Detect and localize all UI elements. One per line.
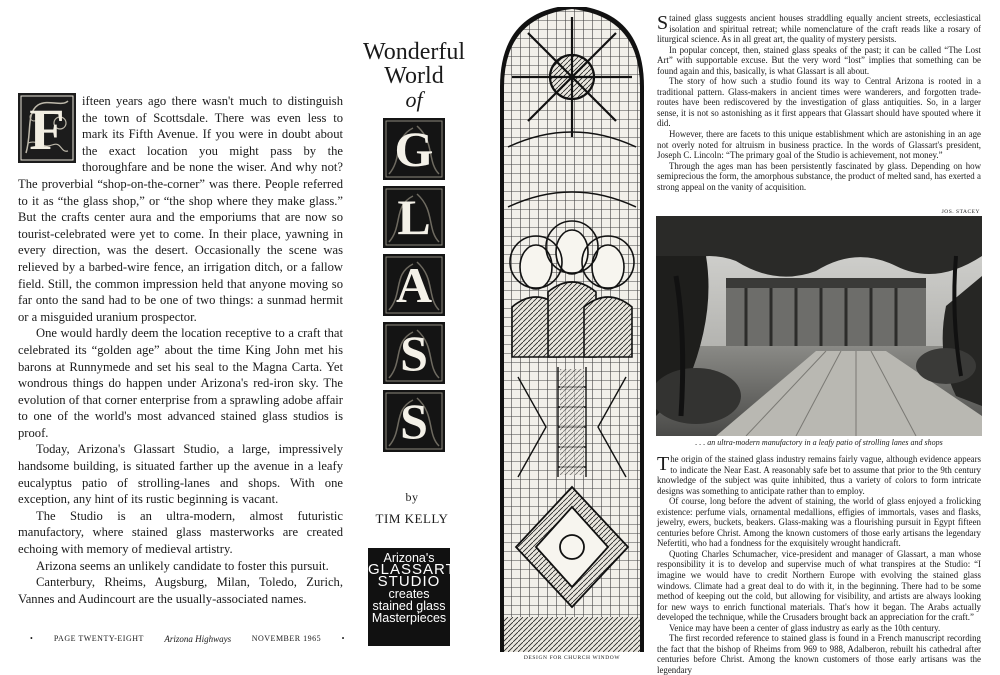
window-caption: DESIGN FOR CHURCH WINDOW [523, 655, 621, 661]
title-letter: L [397, 189, 431, 245]
right-paragraph: Through the ages man has been persistently fascinated by glass. Depending on how semiprecious the form, the amorphous substance, the product of melted sand, has exerted a strong appeal on the vanity of acquisition. [657, 160, 981, 192]
promo-line: Arizona's [383, 551, 435, 565]
right-paragraph: In popular concept, then, stained glass speaks of the past; it can be called “The Lost Art” with supportable excuse. But the very word “lost” implies that something can be found again and this, basically, is what Glassart is all about. [657, 44, 981, 76]
footer-date: NOVEMBER 1965 [251, 634, 322, 643]
promo-line: GLASSART [368, 561, 456, 578]
photo-caption: . . . an ultra-modern manufactory in a leafy patio of strolling lanes and shops [695, 438, 943, 447]
promo-line: Masterpieces [371, 611, 447, 625]
title-letter: A [395, 257, 433, 313]
title-column [356, 40, 472, 452]
title-letter: S [400, 393, 428, 449]
ornamental-dropcap-icon [18, 93, 76, 163]
right-article-bottom [657, 454, 981, 675]
right-article-top [657, 13, 981, 192]
title-line-1: Wonderful [362, 39, 466, 65]
photo-credit: JOS. STACEY [941, 209, 980, 215]
footer-page-number: PAGE TWENTY-EIGHT [53, 634, 144, 643]
byline-by: by [405, 490, 419, 504]
promo-line: creates [388, 587, 430, 601]
title-letter: S [400, 325, 428, 381]
title-letter-tile [383, 254, 445, 316]
promo-line: STUDIO [377, 573, 441, 590]
page-footer [30, 634, 345, 644]
left-paragraph-1: F ifteen years ago there wasn't much to distinguish the town of Scottsdale. There was even less to mark its Fifth Avenue. If you were in doubt about the exact location you might pass by the thoroughfare and be none the wiser. And why not? The proverbial “shop-on-the-corner” was there. People referred to it as “the glass shop,” or “the shop where they make glass.” But the crafts center aura and the emporiums that are now so tourist-celebrated were yet to come. In their place, yawning in every direction, was the desert. Occasionally the scene was relieved by a barbed-wire fence, an irrigation ditch, or a fallow field. Still, the common impression held that anyone moving so far onto the sand had to be one of two things: a sunmad hermit or a misguided uranium prospector. [18, 94, 343, 324]
right-paragraph: Venice may have been a center of glass industry as early as the 10th century. [669, 622, 941, 633]
left-paragraph-4: The Studio is an ultra-modern, almost futuristic manufactory, where stained glass masterworks are created echoing with memory of medieval artistry. [18, 508, 343, 557]
right-paragraph: Quoting Charles Schumacher, vice-president and manager of Glassart, a man whose responsibility it is to develop and supervise much of what transpires at the Studio: “I imagine we would have to credit Northern Europe with evolving the stained glass windows. Climate had a great deal to do with it, in the beginning. There had to be some method of keeping out the cold, but allowing for visibility, and artists are always looking for new ways to enrich functional materials. That's how it began. The Arabs actually developed the technique, while the Crusaders brought back an appreciation for the craft.” [657, 548, 981, 623]
footer-bullet: • [341, 634, 345, 643]
footer-magazine: Arizona Highways [164, 634, 232, 644]
initial-letter: T [657, 453, 670, 475]
left-article-column [18, 93, 343, 607]
byline [360, 490, 464, 527]
promo-box [368, 548, 456, 646]
title-letter: G [394, 121, 434, 177]
right-paragraph: Of course, long before the advent of staining, the world of glass enjoyed a frolicking existence: perfume vials, ornamental medallions, effigies of immortals, vases and flasks, jewelry, ewers, buckets, beakers. Glass-making was a flourishing pursuit in Egypt fifteen centuries before Christ. Among the known customers of those early artisans the legendary Nefertiti, who had a fondness for the exquisitely wrought handicraft. [657, 496, 981, 549]
title-letter-tile [383, 390, 445, 452]
left-paragraph-3: Today, Arizona's Glassart Studio, a large, impressively handsome building, is situated farther up the avenue in a leafy eucalyptus patio of strolling-lanes and shops. With one exception, any hint of its rustic beginning is vacant. [18, 442, 343, 507]
right-paragraph: The origin of the stained glass industry remains fairly vague, although evidence appears to indicate the Near East. A reasonably safe bet to assume that prior to the 9th century knowledge of the subject was quite inhibited, thus a variety of colors to form intricate designs was something to anticipate rather than to employ. [657, 453, 981, 496]
right-paragraph: Stained glass suggests ancient houses straddling equally ancient streets, ecclesiastical isolation and spiritual retreat; while nomenclature of the craft reads like a rosary of liturgical science. As in all great art, the quality of mystery persists. [657, 12, 981, 45]
left-paragraph-2: One would hardly deem the location receptive to a craft that celebrated its “golden age” about the time King John met his barons at Runnymede and set his seal to the Magna Carta. Yet wondrous things do happen under Arizona's red-iron sky. The evolution of that corner enterprise from a sprawling adobe affair to one of the world's most advanced stained glass studios is proof. [18, 326, 343, 440]
right-paragraph: However, there are facets to this unique establishment which are astonishing in an age not overly noted for altruism in business practice. In the words of Glassart's president, Joseph C. Lincoln: “The primary goal of the Studio is achievement, not money.” [657, 129, 981, 161]
svg-text:F: F [29, 97, 65, 162]
title-line-2: World [384, 63, 444, 89]
title-letter-tile [383, 186, 445, 248]
studio-photo [656, 216, 982, 436]
initial-letter: S [657, 12, 669, 34]
author-name: TIM KELLY [375, 511, 449, 526]
footer-bullet: • [30, 634, 34, 643]
left-paragraph-6: Canterbury, Rheims, Augsburg, Milan, Toledo, Zurich, Vannes and Audincourt are the usually-associated names. [18, 575, 343, 606]
title-letter-tile [383, 322, 445, 384]
title-line-3: of [405, 87, 423, 112]
promo-line: stained glass [372, 599, 446, 613]
title-letter-tile [383, 118, 445, 180]
church-window-illustration [498, 7, 646, 652]
left-paragraph-5: Arizona seems an unlikely candidate to foster this pursuit. [36, 558, 329, 573]
right-paragraph: The first recorded reference to stained glass is found in a French manuscript recording the fact that the bishop of Rheims from 969 to 988, Adalberon, rebuilt his cathedral after centuries before Christ. Among the known customers of those early artisans was the legendary [657, 633, 981, 675]
right-paragraph: The story of how such a studio found its way to Central Arizona is rooted in a traditional pattern. Glass-makers in ancient times were wanderers, and forgotten trade-routes have been rediscovered by the investigation of glass antiquities. So, in a larger sense, it is not so astonishing as it first appears that Glassart should have spouted where it did. [657, 76, 981, 129]
